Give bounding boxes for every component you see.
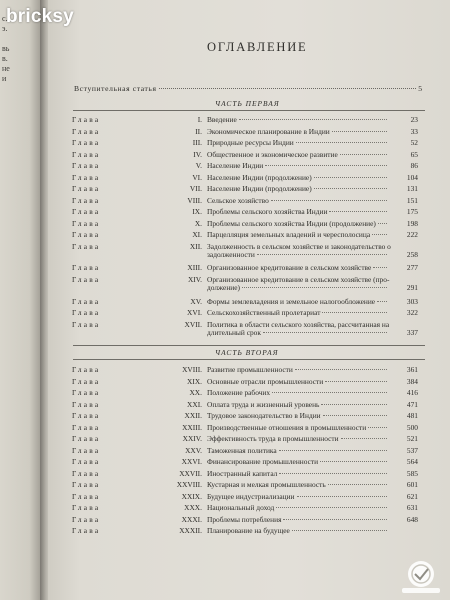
dot-leader — [378, 223, 387, 224]
chapter-title: Парцелляция земельных владений и чересполосица — [207, 231, 387, 239]
chapter-number: XXII. — [184, 411, 202, 420]
chapter-page: 601 — [406, 480, 418, 489]
dot-leader — [340, 154, 387, 155]
chapter-page: 471 — [406, 399, 418, 409]
chapter-number: XIV. — [187, 274, 202, 284]
left-page-fragment: вь — [2, 44, 10, 53]
chapter-title: Организованное кредитование в сельском хозяйстве (про- должение) — [207, 274, 390, 292]
dot-leader — [272, 392, 387, 393]
dot-leader — [295, 369, 387, 370]
part-one-rule — [73, 110, 425, 111]
dot-leader — [276, 507, 387, 508]
chapter-title: Проблемы потребления — [207, 516, 387, 524]
chapter-number: XXIV. — [182, 434, 202, 443]
dot-leader — [314, 188, 387, 189]
chapter-label: Глава — [72, 388, 101, 397]
chapter-number: XXXII. — [179, 526, 202, 535]
chapter-page: 52 — [410, 138, 418, 147]
chapter-label: Глава — [72, 503, 101, 512]
chapter-page: 384 — [406, 376, 418, 386]
chapter-label: Глава — [72, 241, 101, 251]
chapter-label: Глава — [72, 184, 101, 193]
chapter-number: XVII. — [184, 319, 202, 329]
left-page-fragment: и — [2, 74, 7, 83]
chapter-label: Глава — [72, 319, 101, 329]
dot-leader — [320, 461, 387, 462]
chapter-label: Глава — [72, 308, 101, 318]
dot-leader — [297, 496, 387, 497]
part-one-heading: ЧАСТЬ ПЕРВАЯ — [215, 99, 280, 108]
chapter-number: XV. — [190, 296, 202, 306]
dot-leader — [159, 88, 417, 89]
left-page-edge — [0, 0, 42, 600]
chapter-number: XXVI. — [181, 457, 202, 466]
chapter-title: Природные ресурсы Индии — [207, 139, 387, 147]
page-title: ОГЛАВЛЕНИЕ — [207, 40, 308, 54]
dot-leader — [323, 415, 387, 416]
chapter-page: 86 — [410, 161, 418, 170]
chapter-page: 585 — [406, 468, 418, 478]
chapter-number: X. — [194, 218, 202, 228]
dot-leader — [314, 177, 387, 178]
chapter-title: Основные отрасли промышленности — [207, 378, 387, 386]
chapter-label: Глава — [72, 161, 101, 170]
chapter-title: Трудовое законодательство в Индии — [207, 412, 387, 420]
chapter-label: Глава — [72, 422, 101, 432]
chapter-title: Иностранный капитал — [207, 470, 387, 478]
dot-leader — [372, 234, 387, 235]
chapter-label: Глава — [72, 207, 101, 216]
chapter-page: 303 — [406, 296, 418, 306]
chapter-number: XXX. — [184, 503, 202, 512]
chapter-number: XXVIII. — [176, 480, 202, 489]
chapter-label: Глава — [72, 376, 101, 386]
chapter-title: Планирование на будущее — [207, 527, 387, 535]
dot-leader — [292, 530, 387, 531]
chapter-page: 198 — [406, 218, 418, 228]
chapter-title: Население Индии (продолжение) — [207, 185, 387, 193]
chapter-number: XII. — [189, 241, 202, 251]
chapter-number: VI. — [192, 172, 202, 182]
chapter-number: XXIII. — [182, 422, 202, 432]
chapter-number: III. — [192, 138, 202, 147]
chapter-page: 175 — [406, 207, 418, 216]
chapter-label: Глава — [72, 138, 101, 147]
chapter-number: XXVII. — [179, 468, 202, 478]
chapter-title: Финансирование промышленности — [207, 458, 387, 466]
dot-leader — [377, 301, 387, 302]
chapter-page: 537 — [406, 445, 418, 455]
dot-leader — [329, 211, 387, 212]
part-two-rule — [73, 359, 425, 360]
chapter-label: Глава — [72, 274, 101, 284]
dot-leader — [242, 287, 387, 288]
chapter-title: Население Индии (продолжение) — [207, 174, 387, 182]
dot-leader — [325, 381, 387, 382]
dot-leader — [341, 438, 387, 439]
chapter-label: Глава — [72, 195, 101, 205]
chapter-label: Глава — [72, 365, 101, 374]
chapter-page: 416 — [406, 388, 418, 397]
chapter-title: Общественное и экономическое развитие — [207, 151, 387, 159]
left-page-fragment: не — [2, 64, 10, 73]
dot-leader — [368, 427, 387, 428]
part-two-heading: ЧАСТЬ ВТОРАЯ — [215, 348, 279, 357]
chapter-label: Глава — [72, 126, 101, 136]
chapter-title: Будущее индустриализации — [207, 493, 387, 501]
chapter-page: 322 — [406, 308, 418, 318]
dot-leader — [283, 519, 387, 520]
chapter-label: Глава — [72, 457, 101, 466]
left-page-fragment: в. — [2, 54, 8, 63]
chapter-number: XXXI. — [181, 514, 202, 524]
chapter-number: XXV. — [185, 445, 202, 455]
chapter-label: Глава — [72, 149, 101, 159]
chapter-number: XI. — [192, 230, 202, 239]
left-page-fragment: э. — [2, 24, 8, 33]
chapter-label: Глава — [72, 399, 101, 409]
left-page-fragment: с. — [2, 14, 8, 23]
chapter-number: XIII. — [187, 263, 202, 273]
dot-leader — [271, 200, 387, 201]
chapter-title: Проблемы сельского хозяйства Индии (продолжение) — [207, 220, 387, 228]
chapter-title: Развитие промышленности — [207, 366, 387, 374]
intro-label: Вступительная статья — [74, 84, 157, 93]
chapter-label: Глава — [72, 296, 101, 306]
chapter-page: 258 — [406, 249, 418, 259]
intro-page: 5 — [418, 84, 422, 93]
chapter-page: 648 — [406, 514, 418, 524]
dot-leader — [239, 119, 387, 120]
chapter-title: Проблемы сельского хозяйства Индии — [207, 208, 387, 216]
chapter-label: Глава — [72, 263, 101, 273]
dot-leader — [328, 484, 387, 485]
chapter-number: II. — [195, 126, 202, 136]
chapter-title: Таможенная политика — [207, 447, 387, 455]
chapter-page: 222 — [406, 230, 418, 239]
chapter-page: 291 — [406, 282, 418, 292]
dot-leader — [257, 254, 387, 255]
chapter-label: Глава — [72, 411, 101, 420]
dot-leader — [279, 450, 387, 451]
dot-leader — [296, 142, 387, 143]
intro-entry — [74, 84, 422, 93]
chapter-label: Глава — [72, 172, 101, 182]
chapter-number: XVI. — [187, 308, 202, 318]
chapter-title: Организованное кредитование в сельском хозяйстве — [207, 264, 387, 272]
chapter-number: V. — [195, 161, 202, 170]
chapter-page: 521 — [406, 434, 418, 443]
chapter-number: XIX. — [187, 376, 202, 386]
chapter-page: 23 — [410, 115, 418, 124]
chapter-page: 104 — [406, 172, 418, 182]
chapter-title: Эффективность труда в промышленности — [207, 435, 387, 443]
chapter-title: Положение рабочих — [207, 389, 387, 397]
chapter-label: Глава — [72, 480, 101, 489]
dot-leader — [265, 165, 387, 166]
chapter-title: Задолженность в сельском хозяйстве и законодательство о задолженности — [207, 241, 391, 259]
chapter-page: 337 — [406, 327, 418, 337]
dot-leader — [373, 267, 387, 268]
chapter-title: Формы землевладения и земельное налогообложение — [207, 298, 387, 306]
chapter-title: Введение — [207, 116, 387, 124]
chapter-page: 151 — [406, 195, 418, 205]
chapter-title: Население Индии — [207, 162, 387, 170]
chapter-title: Политика в области сельского хозяйства, рассчитанная на длительный срок — [207, 319, 390, 337]
chapter-page: 361 — [406, 365, 418, 374]
chapter-title: Сельскохозяйственный пролетариат — [207, 309, 387, 317]
chapter-label: Глава — [72, 491, 101, 501]
chapter-title: Оплата труда и жизненный уровень — [207, 401, 387, 409]
chapter-label: Глава — [72, 526, 101, 535]
chapter-number: XXIX. — [181, 491, 202, 501]
dot-leader — [263, 332, 387, 333]
chapter-page: 631 — [406, 503, 418, 512]
chapter-page: 621 — [406, 491, 418, 501]
chapter-label: Глава — [72, 514, 101, 524]
chapter-number: XXI. — [187, 399, 202, 409]
chapter-number: VIII. — [187, 195, 202, 205]
chapter-title: Экономическое планирование в Индии — [207, 128, 387, 136]
baza-bg-logo-icon — [396, 560, 446, 594]
chapter-page: 481 — [406, 411, 418, 420]
chapter-number: VII. — [189, 184, 202, 193]
chapter-page: 33 — [410, 126, 418, 136]
chapter-page: 131 — [406, 184, 418, 193]
chapter-title: Кустарная и мелкая промышленность — [207, 481, 387, 489]
chapter-title: Сельское хозяйство — [207, 197, 387, 205]
chapter-label: Глава — [72, 468, 101, 478]
chapter-label: Глава — [72, 218, 101, 228]
dot-leader — [321, 404, 387, 405]
chapter-page: 500 — [406, 422, 418, 432]
chapter-number: XX. — [189, 388, 202, 397]
chapter-page: 277 — [406, 263, 418, 273]
chapter-label: Глава — [72, 445, 101, 455]
chapter-title: Национальный доход — [207, 504, 387, 512]
dot-leader — [279, 473, 387, 474]
chapter-label: Глава — [72, 434, 101, 443]
chapter-number: IV. — [193, 149, 202, 159]
chapter-label: Глава — [72, 230, 101, 239]
chapter-number: XVIII. — [182, 365, 202, 374]
chapter-number: IX. — [192, 207, 202, 216]
dot-leader — [322, 312, 387, 313]
watermark-logo: bricksy — [6, 6, 74, 27]
dot-leader — [332, 131, 387, 132]
chapter-page: 65 — [410, 149, 418, 159]
part-two-rule-top — [73, 345, 425, 346]
chapter-number: I. — [197, 115, 202, 124]
chapter-title: Производственные отношения в промышленности — [207, 424, 387, 432]
chapter-label: Глава — [72, 115, 101, 124]
chapter-page: 564 — [406, 457, 418, 466]
